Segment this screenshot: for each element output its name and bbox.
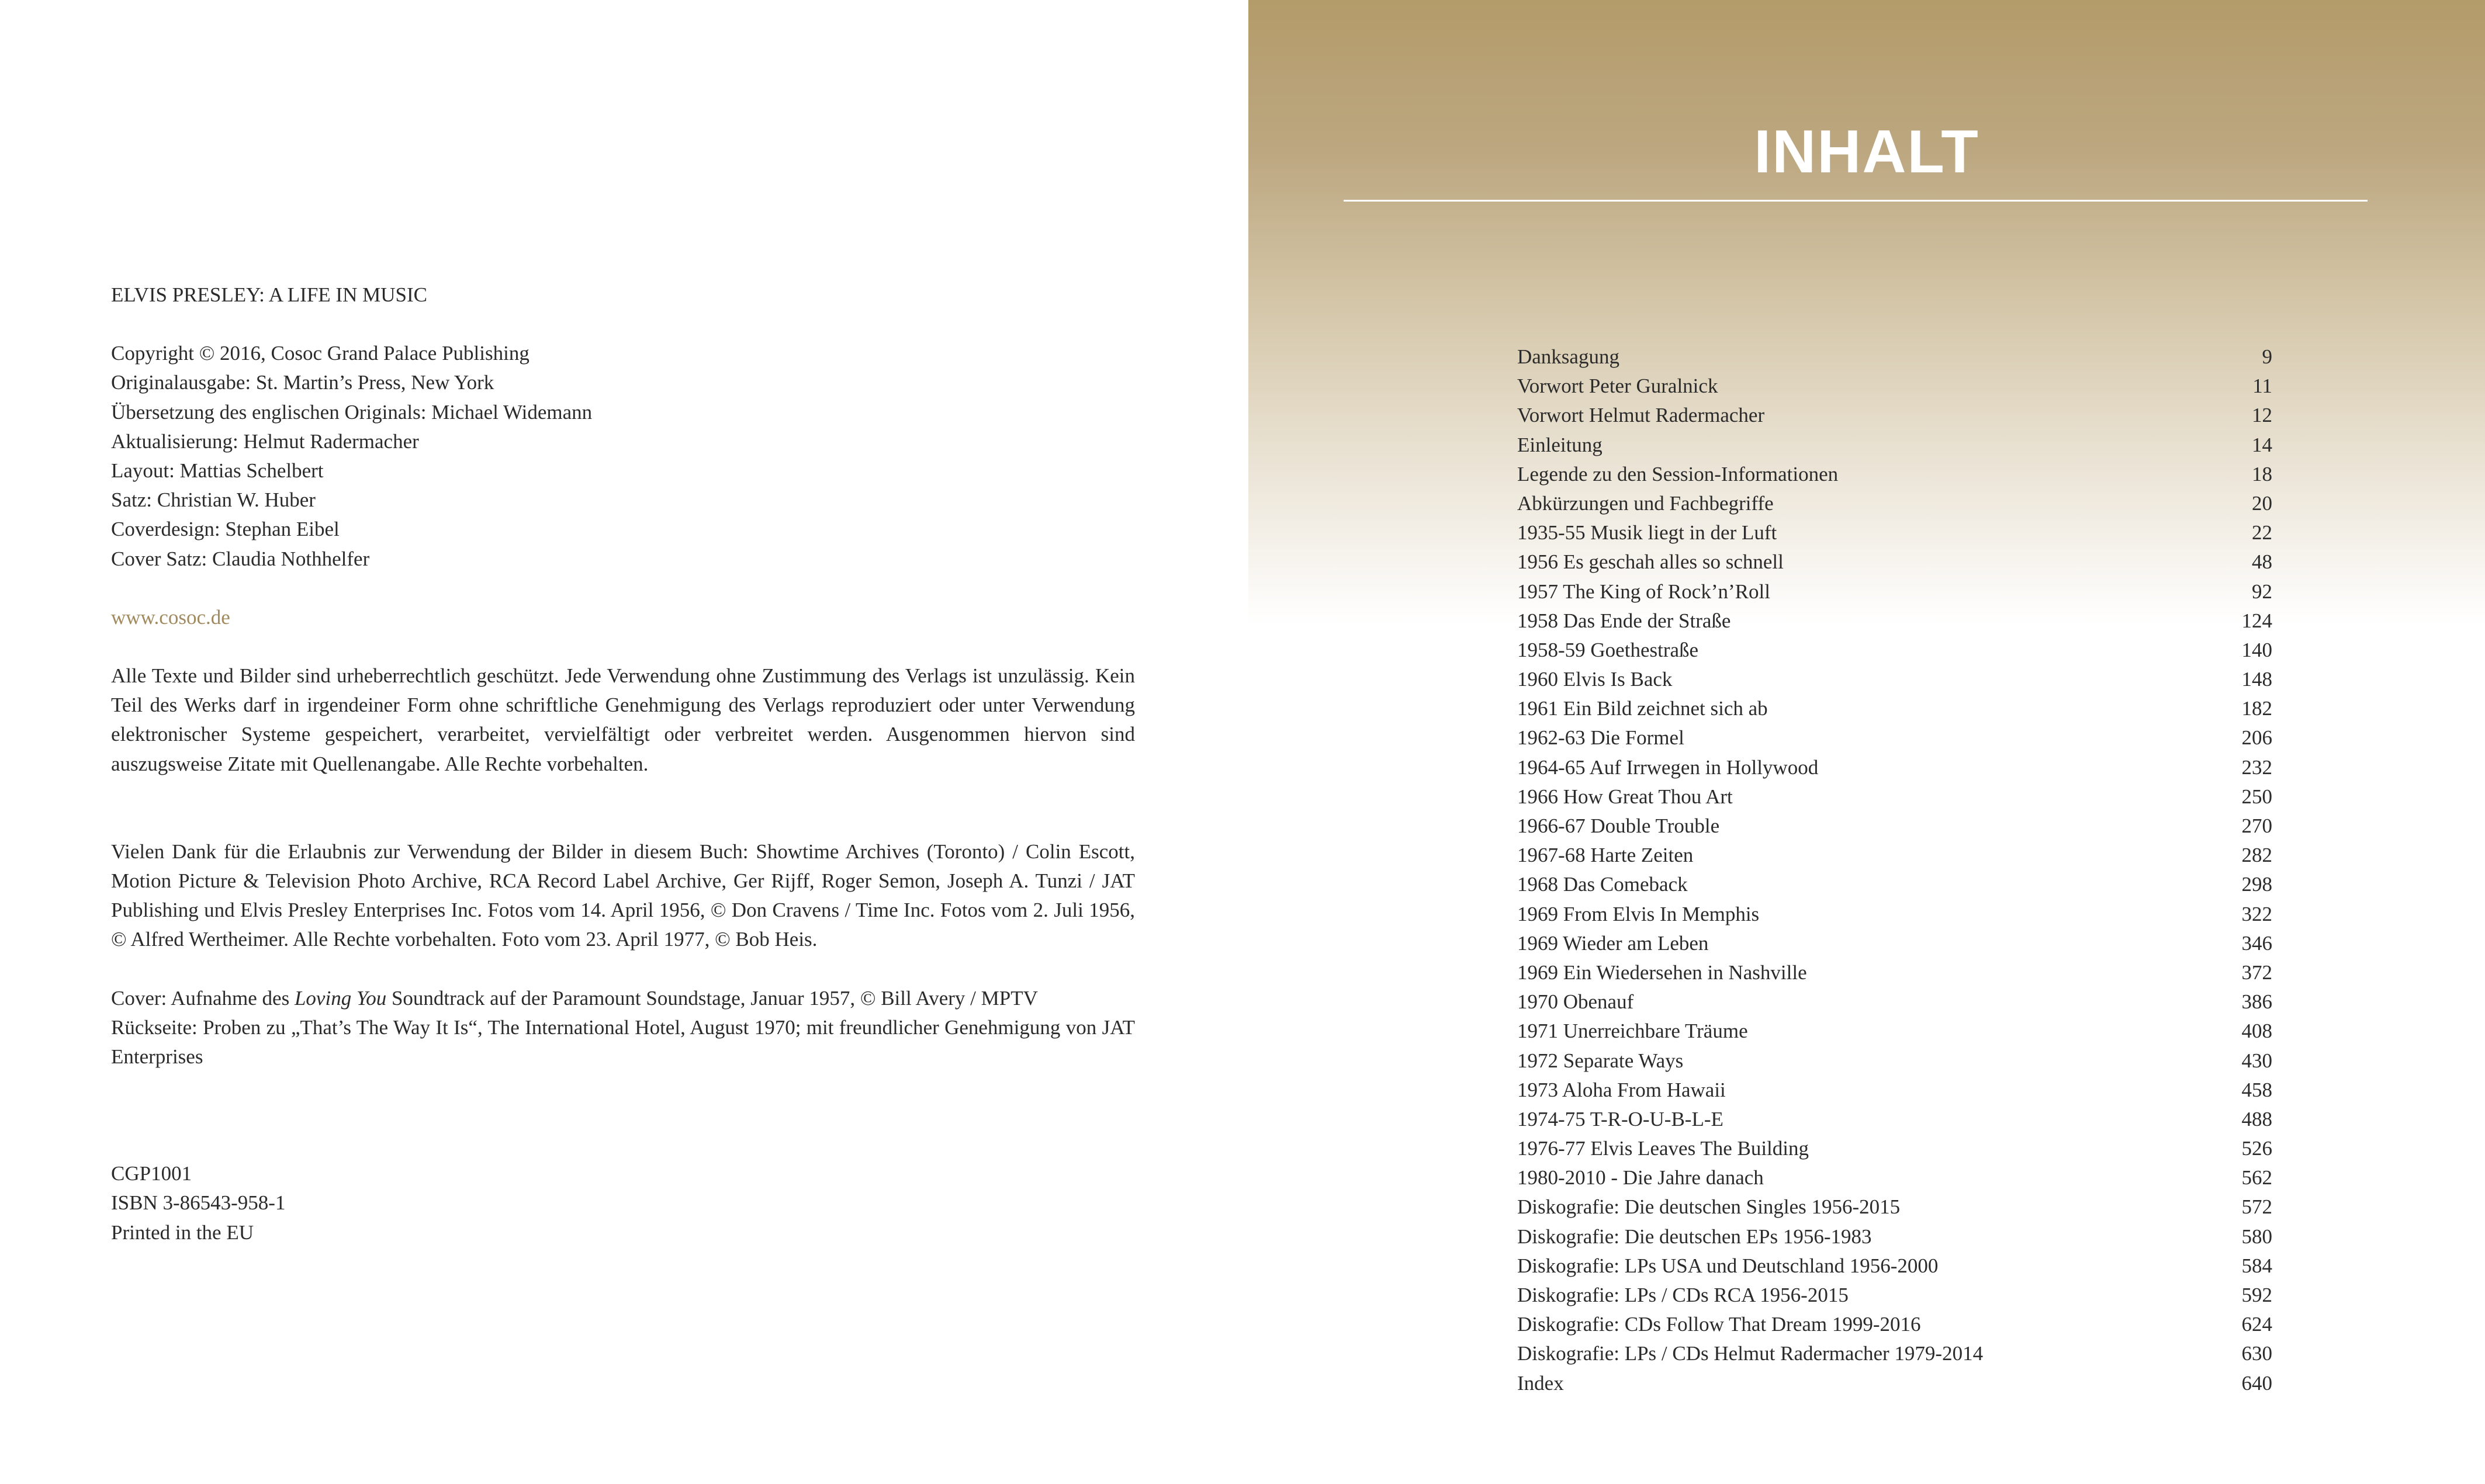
rights-notice: Alle Texte und Bilder sind urheberrechtlich geschützt. Jede Verwendung ohne Zustimmung des Verlags ist unzulässig. Kein Teil des Werks darf in irgendeiner Form ohne schriftliche Genehmigung des Verlags reproduziert oder unter Verwendung elektronischer Systeme gespeichert, verarbeitet, vervielfältigt oder verbreitet werden. Ausgenommen hiervon sind auszugsweise Zitate mit Quellenangabe. Alle Rechte vorbehalten.: [111, 664, 1135, 775]
contents-entry-page: 430: [2241, 1049, 2272, 1072]
contents-title: INHALT: [1754, 118, 1979, 186]
contents-entry-title: 1935-55 Musik liegt in der Luft: [1517, 521, 1777, 545]
contents-entry-title: 1971 Unerreichbare Träume: [1517, 1020, 1748, 1043]
contents-entry-title: Vorwort Helmut Radermacher: [1517, 404, 1765, 427]
contents-entry[interactable]: [1517, 665, 2272, 694]
contents-entry-title: Einleitung: [1517, 433, 1603, 456]
contents-entry[interactable]: [1517, 870, 2272, 899]
contents-entry-page: 92: [2252, 580, 2272, 603]
contents-entry[interactable]: [1517, 723, 2272, 753]
contents-entry-title: 1976-77 Elvis Leaves The Building: [1517, 1137, 1809, 1160]
contents-entry-title: Danksagung: [1517, 345, 1619, 368]
contents-entry-page: 298: [2241, 873, 2272, 896]
contents-entry-title: 1957 The King of Rock’n’Roll: [1517, 580, 1770, 603]
contents-entry-page: 182: [2241, 697, 2272, 720]
contents-entry-page: 232: [2241, 755, 2272, 779]
contents-entry-title: Vorwort Peter Guralnick: [1517, 375, 1718, 398]
contents-entry[interactable]: [1517, 987, 2272, 1017]
contents-entry-page: 322: [2241, 902, 2272, 925]
contents-entry[interactable]: [1517, 929, 2272, 958]
book-title: ELVIS PRESLEY: A LIFE IN MUSIC: [111, 283, 427, 306]
credit-line: Coverdesign: Stephan Eibel: [111, 518, 340, 541]
back-cover-credit: Rückseite: Proben zu „That’s The Way It Is“, The International Hotel, August 1970; mit freundlicher Genehmigung von JAT Enterprises: [111, 1015, 1135, 1069]
contents-entry[interactable]: [1517, 547, 2272, 577]
contents-entry[interactable]: [1517, 1339, 2272, 1368]
contents-entry-title: 1958 Das Ende der Straße: [1517, 609, 1731, 632]
contents-entry-title: Abkürzungen und Fachbegriffe: [1517, 491, 1774, 515]
contents-entry[interactable]: [1517, 401, 2272, 430]
contents-entry-page: 562: [2241, 1166, 2272, 1190]
contents-entry-page: 630: [2241, 1342, 2272, 1365]
contents-entry-page: 14: [2252, 433, 2272, 456]
contents-entry-title: Diskografie: LPs / CDs Helmut Radermacher 1979-2014: [1517, 1342, 1984, 1365]
publisher-website-link[interactable]: www.cosoc.de: [111, 605, 230, 629]
contents-entry-title: 1980-2010 - Die Jahre danach: [1517, 1166, 1764, 1190]
contents-entry[interactable]: [1517, 577, 2272, 606]
contents-list: [1517, 342, 2272, 1398]
cover-credit: [111, 984, 1135, 1013]
contents-entry[interactable]: [1517, 1192, 2272, 1222]
contents-entry[interactable]: [1517, 1251, 2272, 1281]
contents-entry[interactable]: [1517, 1076, 2272, 1105]
contents-entry-title: 1966-67 Double Trouble: [1517, 814, 1720, 837]
contents-entry[interactable]: [1517, 1310, 2272, 1339]
contents-entry-page: 346: [2241, 931, 2272, 955]
credit-line: Cover Satz: Claudia Nothhelfer: [111, 547, 370, 570]
contents-entry-title: 1958-59 Goethestraße: [1517, 638, 1699, 661]
credit-line: Aktualisierung: Helmut Radermacher: [111, 429, 419, 453]
contents-entry-page: 580: [2241, 1225, 2272, 1248]
title-divider: [1344, 200, 2368, 202]
contents-entry-page: 18: [2252, 462, 2272, 486]
contents-entry-title: 1969 Wieder am Leben: [1517, 931, 1709, 955]
printed-in: Printed in the EU: [111, 1221, 254, 1244]
contents-entry-title: 1969 From Elvis In Memphis: [1517, 902, 1760, 925]
contents-entry-title: 1972 Separate Ways: [1517, 1049, 1684, 1072]
contents-entry[interactable]: [1517, 1017, 2272, 1046]
contents-entry[interactable]: [1517, 1046, 2272, 1076]
contents-entry-page: 624: [2241, 1313, 2272, 1336]
contents-entry-page: 9: [2262, 345, 2272, 368]
contents-entry[interactable]: [1517, 841, 2272, 870]
contents-entry-page: 572: [2241, 1195, 2272, 1219]
credit-line: Satz: Christian W. Huber: [111, 488, 316, 512]
credit-line: Layout: Mattias Schelbert: [111, 459, 324, 483]
contents-entry-page: 48: [2252, 550, 2272, 574]
contents-entry-page: 408: [2241, 1020, 2272, 1043]
contents-entry-title: Diskografie: LPs / CDs RCA 1956-2015: [1517, 1284, 1849, 1306]
contents-page: [1248, 0, 2485, 1484]
contents-entry[interactable]: [1517, 1369, 2272, 1398]
contents-entry-page: 22: [2252, 521, 2272, 545]
contents-entry[interactable]: [1517, 1163, 2272, 1192]
contents-entry-page: 12: [2252, 404, 2272, 427]
contents-entry-title: Diskografie: Die deutschen Singles 1956-2015: [1517, 1195, 1901, 1219]
contents-entry[interactable]: [1517, 782, 2272, 812]
contents-entry-title: 1964-65 Auf Irrwegen in Hollywood: [1517, 755, 1819, 779]
product-code: CGP1001: [111, 1162, 192, 1185]
credit-line: Übersetzung des englischen Originals: Michael Widemann: [111, 400, 593, 424]
contents-entry[interactable]: [1517, 636, 2272, 665]
contents-entry-title: 1968 Das Comeback: [1517, 873, 1688, 896]
contents-entry[interactable]: [1517, 606, 2272, 636]
contents-entry-page: 282: [2241, 844, 2272, 867]
cover-credit-prefix: Cover: Aufnahme des: [111, 986, 295, 1010]
contents-entry-page: 270: [2241, 814, 2272, 837]
contents-entry[interactable]: [1517, 1281, 2272, 1310]
contents-entry[interactable]: [1517, 1222, 2272, 1251]
contents-entry-page: 640: [2241, 1371, 2272, 1395]
contents-entry-title: 1974-75 T-R-O-U-B-L-E: [1517, 1107, 1723, 1131]
credits-list: [111, 339, 1135, 574]
contents-entry[interactable]: [1517, 1105, 2272, 1134]
contents-entry[interactable]: [1517, 518, 2272, 547]
contents-entry-title: Diskografie: CDs Follow That Dream 1999-2016: [1517, 1313, 1921, 1336]
contents-entry-page: 206: [2241, 726, 2272, 750]
contents-entry-title: 1969 Ein Wiedersehen in Nashville: [1517, 961, 1807, 984]
contents-entry-page: 584: [2241, 1254, 2272, 1277]
cover-credit-suffix: Soundtrack auf der Paramount Soundstage, Januar 1957, © Bill Avery / MPTV: [386, 986, 1038, 1010]
contents-entry-title: Diskografie: Die deutschen EPs 1956-1983: [1517, 1225, 1872, 1248]
contents-entry[interactable]: [1517, 342, 2272, 372]
contents-entry-title: 1973 Aloha From Hawaii: [1517, 1078, 1726, 1101]
contents-entry-title: 1966 How Great Thou Art: [1517, 785, 1733, 808]
credit-line: Copyright © 2016, Cosoc Grand Palace Publishing: [111, 342, 529, 365]
imprint-text: [111, 280, 1135, 1247]
contents-entry[interactable]: [1517, 900, 2272, 929]
contents-entry[interactable]: [1517, 812, 2272, 841]
contents-entry[interactable]: [1517, 460, 2272, 489]
contents-entry[interactable]: [1517, 1134, 2272, 1163]
contents-entry-title: 1961 Ein Bild zeichnet sich ab: [1517, 697, 1768, 720]
credit-line: Originalausgabe: St. Martin’s Press, New York: [111, 371, 494, 394]
contents-entry[interactable]: [1517, 958, 2272, 987]
contents-entry-page: 148: [2241, 668, 2272, 691]
contents-entry-title: 1967-68 Harte Zeiten: [1517, 844, 1694, 867]
contents-entry[interactable]: [1517, 753, 2272, 782]
contents-entry-page: 372: [2241, 961, 2272, 984]
contents-entry-title: 1956 Es geschah alles so schnell: [1517, 550, 1784, 574]
contents-entry-page: 458: [2241, 1078, 2272, 1101]
contents-entry[interactable]: [1517, 431, 2272, 460]
contents-entry-page: 592: [2241, 1284, 2272, 1306]
contents-entry-title: 1970 Obenauf: [1517, 990, 1634, 1014]
contents-entry[interactable]: [1517, 489, 2272, 518]
contents-entry[interactable]: [1517, 372, 2272, 401]
contents-entry-page: 11: [2252, 375, 2272, 398]
contents-entry-page: 488: [2241, 1107, 2272, 1131]
contents-entry-title: Diskografie: LPs USA und Deutschland 1956-2000: [1517, 1254, 1939, 1277]
photo-credits: Vielen Dank für die Erlaubnis zur Verwendung der Bilder in diesem Buch: Showtime Archives (Toronto) / Colin Escott, Motion Picture & Television Photo Archive, RCA Record Label Archive, Ger Rijff, Roger Semon, Joseph A. Tunzi / JAT Publishing und Elvis Presley Enterprises Inc. Fotos vom 14. April 1956, © Don Cravens / Time Inc. Fotos vom 2. Juli 1956, © Alfred Wertheimer. Alle Rechte vorbehalten. Foto vom 23. April 1977, © Bob Heis.: [111, 840, 1135, 951]
contents-entry[interactable]: [1517, 694, 2272, 723]
cover-credit-title: Loving You: [294, 986, 387, 1010]
contents-entry-title: Legende zu den Session-Informationen: [1517, 462, 1839, 486]
contents-entry-page: 250: [2241, 785, 2272, 808]
contents-entry-page: 140: [2241, 638, 2272, 661]
contents-entry-title: Index: [1517, 1371, 1564, 1395]
contents-entry-page: 526: [2241, 1137, 2272, 1160]
contents-entry-title: 1962-63 Die Formel: [1517, 726, 1684, 750]
contents-entry-page: 386: [2241, 990, 2272, 1014]
contents-entry-page: 124: [2241, 609, 2272, 632]
contents-entry-title: 1960 Elvis Is Back: [1517, 668, 1673, 691]
contents-entry-page: 20: [2252, 491, 2272, 515]
isbn: ISBN 3-86543-958-1: [111, 1191, 286, 1215]
